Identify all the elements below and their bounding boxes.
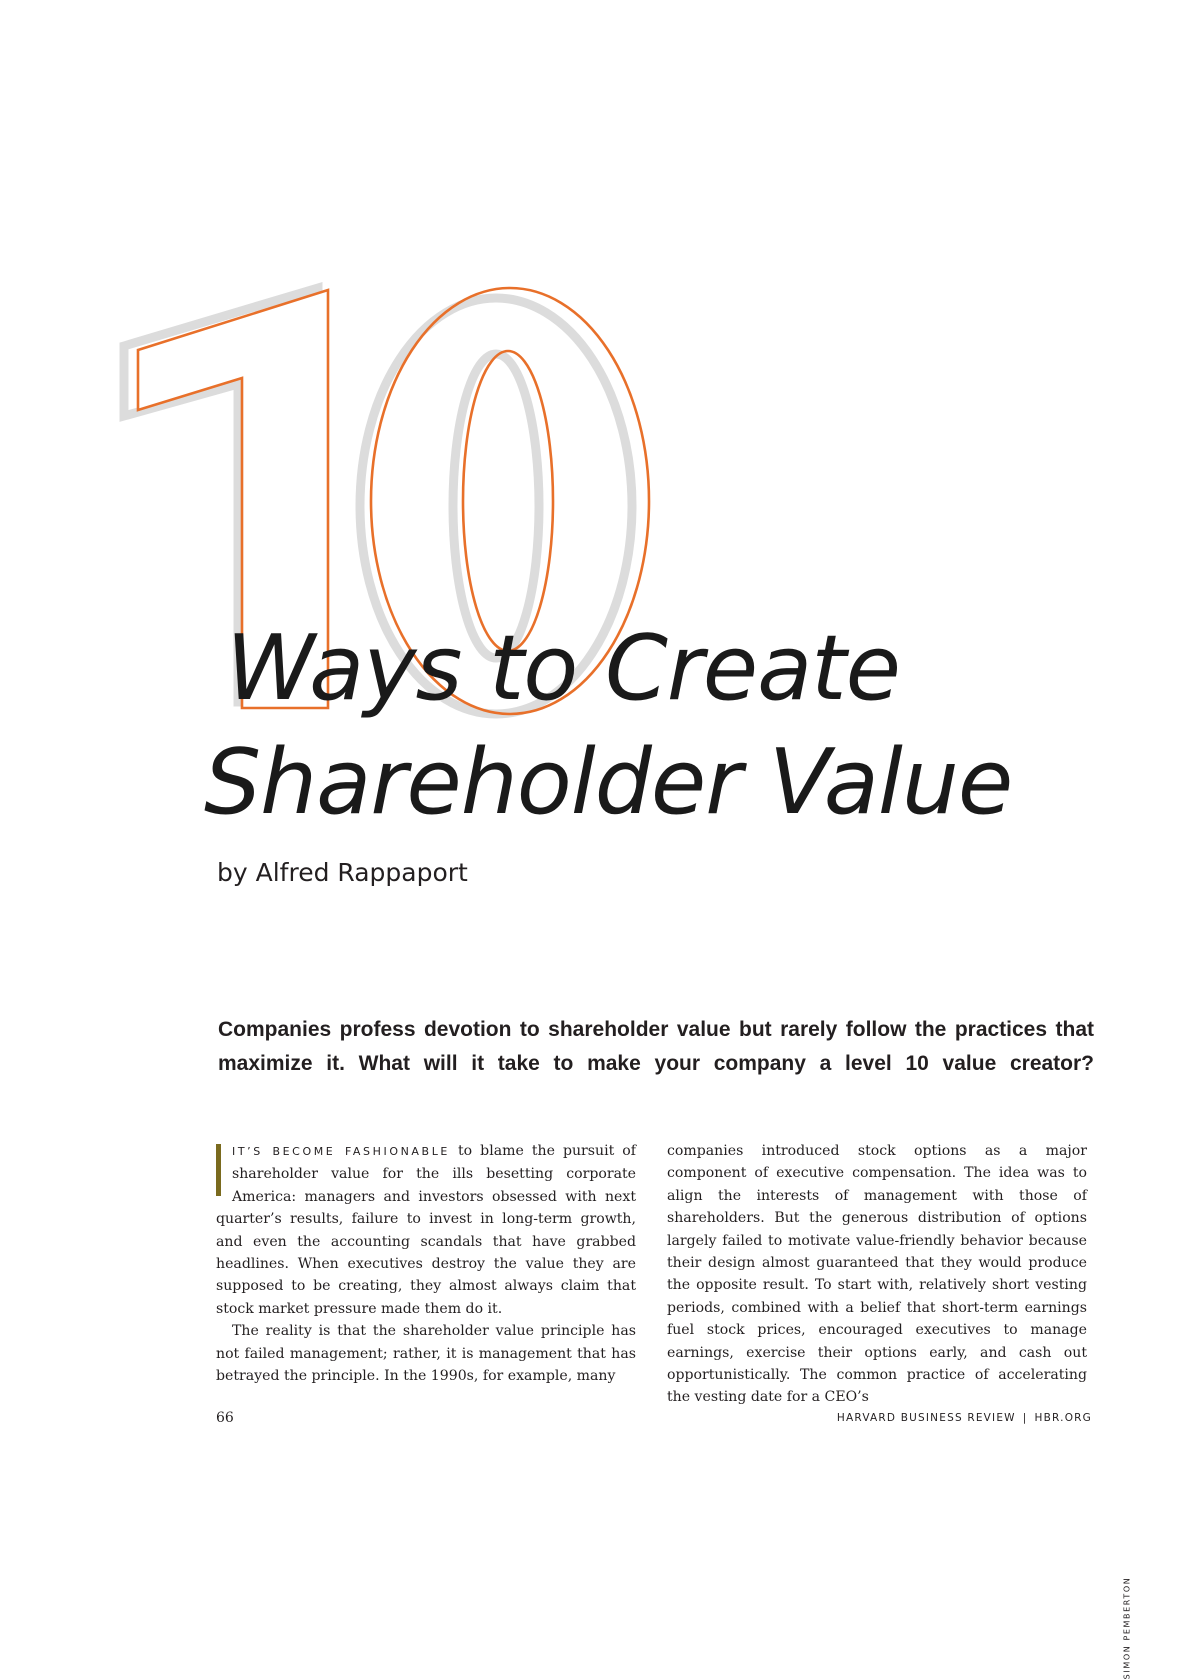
page-number: 66: [216, 1410, 234, 1426]
publication-name: HARVARD BUSINESS REVIEW: [836, 1412, 1016, 1424]
article-title: [204, 612, 1012, 840]
body-column-right: [667, 1140, 1087, 1409]
title-line-1: Ways to Create: [226, 616, 900, 721]
website-link[interactable]: HBR.ORG: [1034, 1412, 1092, 1424]
lead-in: IT’S BECOME FASHIONABLE: [232, 1145, 450, 1158]
byline: by Alfred Rappaport: [217, 858, 468, 887]
body-paragraph: [216, 1140, 636, 1320]
deck: Companies profess devotion to shareholder value but rarely follow the practices that maximize it. What will it take to make your company a level 10 value creator?: [218, 1018, 1094, 1075]
title-line-2: Shareholder Value: [204, 730, 1013, 835]
running-footer: [837, 1412, 1092, 1424]
paragraph-text: to blame the pursuit of shareholder value for the ills besetting corporate America: managers and investors obsessed with next quarter’s results, failure to invest in long-term growth, and even the accounting scandals that have grabbed headlines. When executives destroy the value they are supposed to be creating, they almost always claim that stock market pressure made them do it.: [216, 1143, 636, 1317]
photo-credit: SIMON PEMBERTON: [1122, 1576, 1132, 1679]
body-paragraph: The reality is that the shareholder value principle has not failed management; rather, it is management that has betrayed the principle. In the 1990s, for example, many: [216, 1323, 636, 1385]
body-column-left: [216, 1140, 636, 1387]
dropcap-bar: [216, 1144, 221, 1196]
body-paragraph: companies introduced stock options as a major component of executive compensation. The idea was to align the interests of management with those of shareholders. But the generous distribution of options largely failed to motivate value-friendly behavior because their design almost guaranteed that they would produce the opposite result. To start with, relatively short vesting periods, combined with a belief that short-term earnings fuel stock prices, encouraged executives to manage earnings, exercise their options early, and cash out opportunistically. The common practice of accelerating the vesting date for a CEO’s: [667, 1143, 1087, 1406]
footer-separator: |: [1022, 1412, 1028, 1424]
